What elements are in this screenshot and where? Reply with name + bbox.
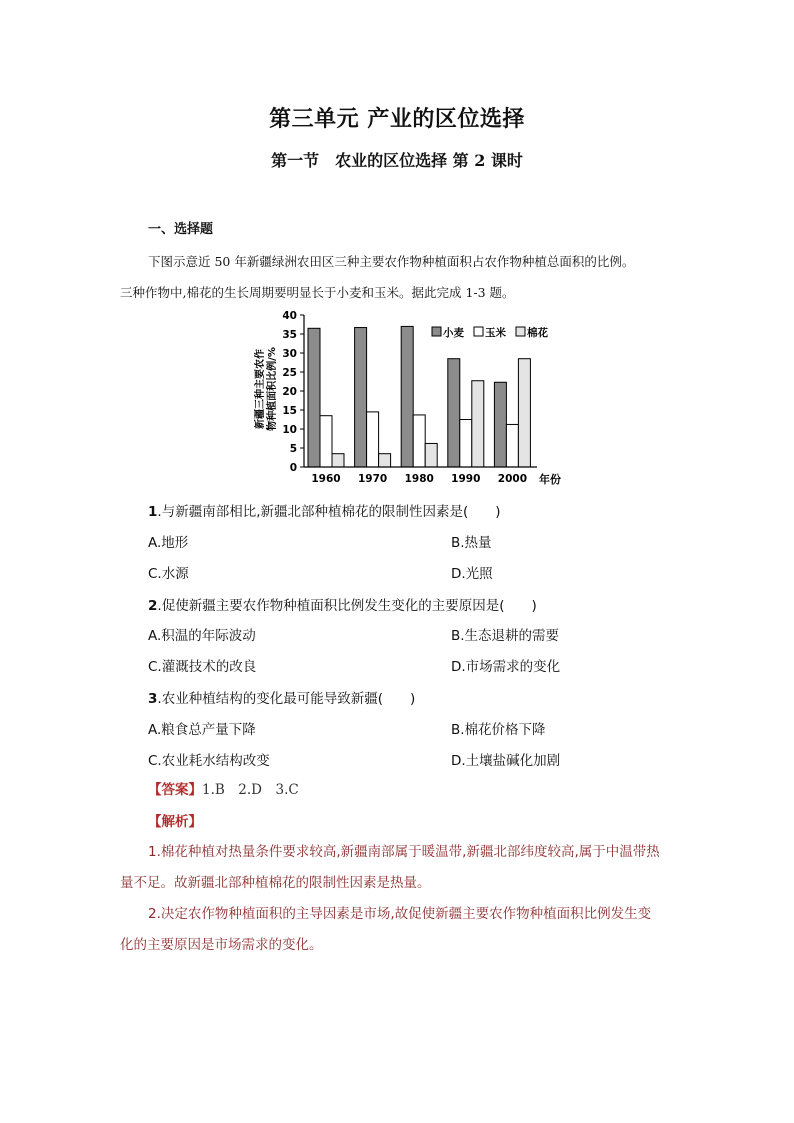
question-1-option-b[interactable]: B.热量 [451, 535, 492, 551]
bar-corn-1970 [367, 412, 379, 467]
question-1-stem: 1.与新疆南部相比,新疆北部种植棉花的限制性因素是( ) [148, 504, 501, 520]
question-2-stem: 2.促使新疆主要农作物种植面积比例发生变化的主要原因是( ) [148, 598, 537, 614]
bar-wheat-1990 [448, 359, 460, 467]
analysis-paragraph-2 [120, 899, 693, 961]
y-tick-label: 15 [282, 405, 297, 417]
question-2-option-b[interactable]: B.生态退耕的需要 [451, 628, 560, 644]
question-1-option-d[interactable]: D.光照 [451, 566, 493, 582]
x-tick-label: 1970 [357, 473, 388, 485]
x-tick-label: 1960 [311, 473, 341, 485]
y-tick-label: 10 [282, 424, 297, 436]
y-axis-ticks [282, 310, 304, 474]
bar-cotton-1990 [472, 381, 484, 467]
bar-cotton-1980 [425, 443, 437, 467]
y-tick-label: 0 [289, 462, 297, 474]
question-3-option-d[interactable]: D.土壤盐碱化加剧 [451, 753, 561, 769]
y-tick-label: 5 [289, 443, 297, 455]
question-1-option-a[interactable]: A.地形 [148, 535, 189, 551]
question-3-option-b[interactable]: B.棉花价格下降 [451, 722, 546, 738]
question-1-number: 1 [148, 504, 158, 520]
x-axis-label: 年份 [539, 473, 561, 486]
analysis-p2-line-2: 化的主要原因是市场需求的变化。 [120, 937, 323, 953]
y-axis-label [253, 347, 278, 431]
analysis-tag: 【解析】 [148, 814, 202, 830]
question-3-option-a[interactable]: A.粮食总产量下降 [148, 722, 256, 738]
y-tick-label: 25 [282, 367, 297, 379]
bar-cotton-1960 [332, 454, 344, 467]
analysis-paragraph-1 [120, 837, 693, 899]
question-2-option-d[interactable]: D.市场需求的变化 [451, 659, 561, 675]
y-tick-label: 20 [282, 386, 297, 398]
legend-swatch-corn [474, 327, 483, 336]
analysis-p1-line-1: 1.棉花种植对热量条件要求较高,新疆南部属于暖温带,新疆北部纬度较高,属于中温带热 [148, 844, 660, 860]
analysis-p1-line-2: 量不足。故新疆北部种植棉花的限制性因素是热量。 [120, 875, 431, 891]
legend-label-corn: 玉米 [485, 327, 506, 339]
intro-line-2: 三种作物中,棉花的生长周期要明显长于小麦和玉米。据此完成 1-3 题。 [120, 285, 515, 300]
page-title: 第三单元 产业的区位选择 [269, 106, 525, 132]
legend-swatch-cotton [516, 327, 525, 336]
bar-chart [250, 305, 580, 490]
legend-swatch-wheat [432, 327, 441, 336]
x-tick-label: 1980 [404, 473, 434, 485]
y-axis-label-line-2: 物种植面积比例/% [267, 347, 278, 431]
bar-corn-1960 [320, 416, 332, 467]
bar-cotton-1970 [379, 454, 391, 467]
bar-corn-1980 [413, 415, 425, 467]
question-intro [120, 246, 693, 308]
question-3-number: 3 [148, 691, 158, 707]
question-3-option-c[interactable]: C.农业耗水结构改变 [148, 753, 270, 769]
question-2-option-a[interactable]: A.积温的年际波动 [148, 628, 256, 644]
analysis-p2-line-1: 2.决定农作物种植面积的主导因素是市场,故促使新疆主要农作物种植面积比例发生变 [148, 906, 652, 922]
bar-corn-1990 [460, 420, 472, 468]
bar-corn-2000 [506, 424, 518, 467]
bars [308, 326, 530, 467]
x-axis-ticks [311, 473, 527, 485]
answer-tag: 【答案】 [148, 782, 202, 798]
bar-wheat-1970 [355, 328, 367, 467]
answer-line [148, 778, 299, 798]
bar-wheat-1960 [308, 328, 320, 467]
bar-wheat-1980 [401, 326, 413, 467]
bar-wheat-2000 [494, 382, 506, 467]
bar-cotton-2000 [518, 359, 530, 467]
question-2-option-c[interactable]: C.灌溉技术的改良 [148, 659, 257, 675]
question-2-number: 2 [148, 598, 158, 614]
x-tick-label: 1990 [451, 473, 481, 485]
y-tick-label: 30 [282, 348, 297, 360]
section-heading: 一、选择题 [148, 222, 214, 237]
question-3-stem: 3.农业种植结构的变化最可能导致新疆( ) [148, 691, 416, 707]
y-tick-label: 35 [282, 329, 297, 341]
page-subtitle: 第一节 农业的区位选择 第 2 课时 [271, 151, 523, 170]
answer-value: 1.B 2.D 3.C [202, 782, 299, 798]
question-1-option-c[interactable]: C.水源 [148, 566, 189, 582]
x-tick-label: 2000 [497, 473, 528, 485]
legend-label-wheat: 小麦 [443, 327, 464, 339]
y-tick-label: 40 [282, 310, 297, 322]
chart-legend [432, 326, 548, 339]
intro-line-1: 下图示意近 50 年新疆绿洲农田区三种主要农作物种植面积占农作物种植总面积的比例。 [148, 254, 635, 269]
legend-label-cotton: 棉花 [527, 327, 548, 339]
y-axis-label-line-1: 新疆三种主要农作 [255, 349, 266, 429]
